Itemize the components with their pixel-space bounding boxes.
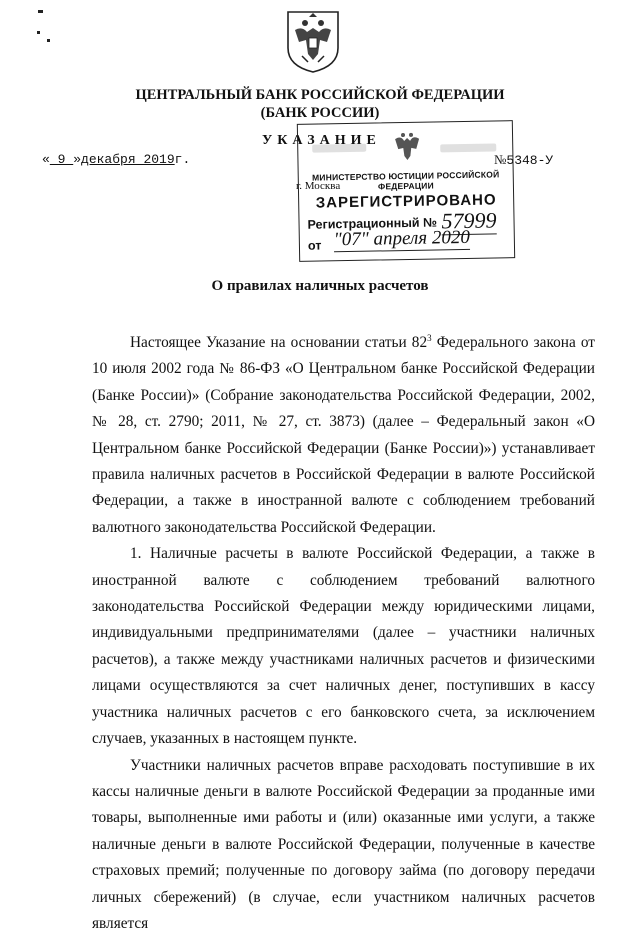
document-body <box>92 330 595 937</box>
org-name-line2: (БАНК РОССИИ) <box>0 104 640 123</box>
stamp-regnum-label: Регистрационный № <box>307 215 437 231</box>
document-type: УКАЗАНИЕ <box>262 133 381 149</box>
date-close-quote: » <box>73 152 81 167</box>
date-suffix: г. <box>175 152 191 167</box>
stamp-registered-label: ЗАРЕГИСТРИРОВАНО <box>299 191 513 212</box>
article-superscript: 3 <box>427 333 432 343</box>
org-name-line1: ЦЕНТРАЛЬНЫЙ БАНК РОССИЙСКОЙ ФЕДЕРАЦИИ <box>0 86 640 105</box>
coat-of-arms-icon <box>282 8 344 74</box>
number-value: 5348-У <box>506 153 553 168</box>
document-date <box>42 152 190 167</box>
document-city: г. Москва <box>296 180 340 192</box>
paragraph-intro-part2: Федерального закона от 10 июля 2002 года № 86-ФЗ «О Центральном банке Российской Федерации (Банке России)» (Собрание законодательства Российской Федерации, 2002, № 28, ст. 2790; 2011, № 27, ст. 3873) (далее – Федеральный закон «О Центральном банке Российской Федерации (Банке России)») устанавливает правила наличных расчетов в Российской Федерации в валюте Российской Федерации, а также в иностранной валюте с соблюдением требований валютного законодательства Российской Федерации. <box>92 334 595 536</box>
paragraph-intro <box>92 330 595 541</box>
stamp-regnum-value: 57999 <box>441 207 496 235</box>
stamp-date-value: "07" апреля 2020 <box>334 227 470 252</box>
date-open-quote: « <box>42 152 50 167</box>
paragraph-1-continued: Участники наличных расчетов вправе расходовать поступившие в их кассы наличные деньги в валюте Российской Федерации за проданные ими товары, выполненные ими работы и (или) оказанные ими услуги, а также наличные деньги в валюте Российской Федерации, полученные в качестве страховых премий; полученные по договору займа (по договору передачи личных сбережений) (в случае, если участником наличных расчетов является <box>92 753 595 937</box>
date-month-year: декабря 2019 <box>81 152 175 167</box>
number-prefix: № <box>494 152 506 167</box>
paragraph-intro-part1: Настоящее Указание на основании статьи 82 <box>130 334 427 351</box>
stamp-emblem-icon <box>390 129 425 164</box>
date-day: 9 <box>50 152 73 167</box>
paragraph-1: 1. Наличные расчеты в валюте Российской Федерации, а также в иностранной валюте с соблюдением требований валютного законодательства Российской Федерации между юридическими лицами, индивидуальными предпринимателями (далее – участники наличных расчетов), а также между участниками наличных расчетов и физическими лицами осуществляются за счет наличных денег, поступивших в кассу участника наличных расчетов с его банковского счета, за исключением случаев, указанных в настоящем пункте. <box>92 541 595 752</box>
document-title: О правилах наличных расчетов <box>0 278 640 295</box>
stamp-from-label: от <box>308 238 322 252</box>
stamp-ministry-name: МИНИСТЕРСТВО ЮСТИЦИИ РОССИЙСКОЙ ФЕДЕРАЦИИ <box>303 169 509 193</box>
registration-stamp <box>297 120 515 262</box>
